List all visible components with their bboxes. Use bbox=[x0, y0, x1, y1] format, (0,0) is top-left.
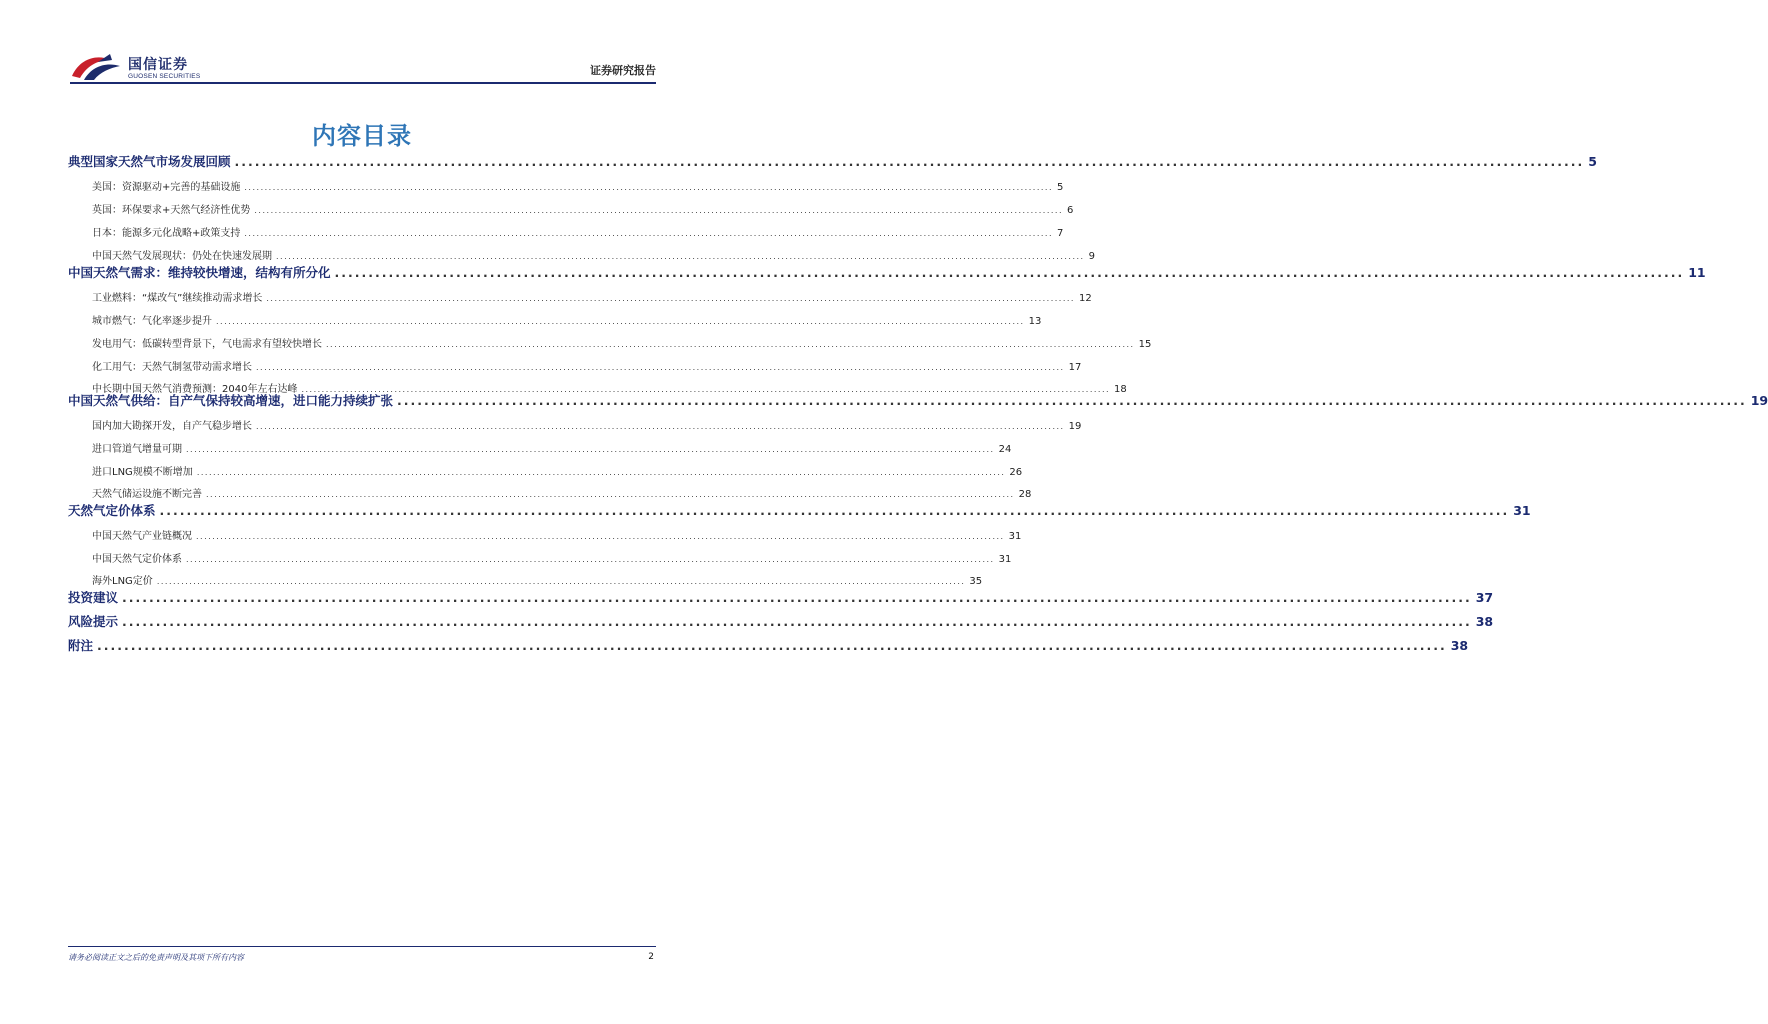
toc-entry-label: 典型国家天然气市场发展回顾 bbox=[68, 154, 231, 169]
toc-section-entry[interactable] bbox=[68, 263, 1706, 281]
footer-divider bbox=[68, 946, 656, 947]
toc-subsection-entry[interactable] bbox=[68, 440, 1012, 455]
toc-subsection-entry[interactable] bbox=[68, 485, 1032, 500]
toc-entry-page: 9 bbox=[1088, 251, 1095, 262]
toc-dot-leader: ........................................................................................................................................................................................................ bbox=[334, 265, 1685, 280]
toc-entry-page: 38 bbox=[1450, 638, 1469, 653]
toc-dot-leader: ........................................................................................................................................................................................................ bbox=[196, 468, 1006, 477]
toc-subsection-entry[interactable] bbox=[68, 527, 1022, 542]
toc-entry-label: 中国天然气产业链概况 bbox=[92, 531, 192, 542]
toc-section-entry[interactable] bbox=[68, 501, 1531, 519]
toc-dot-leader: ........................................................................................................................................................................................................ bbox=[122, 614, 1472, 629]
toc-entry-page: 11 bbox=[1688, 265, 1706, 280]
page-header bbox=[0, 0, 724, 90]
toc-entry-page: 38 bbox=[1475, 614, 1494, 629]
toc-entry-label: 化工用气：天然气制氢带动需求增长 bbox=[92, 362, 252, 373]
toc-entry-label: 附注 bbox=[68, 638, 94, 653]
toc-entry-label: 城市燃气：气化率逐步提升 bbox=[92, 316, 212, 327]
toc-entry-page: 24 bbox=[998, 444, 1012, 455]
toc-subsection-entry[interactable] bbox=[68, 247, 1095, 262]
toc-subsection-entry[interactable] bbox=[68, 417, 1082, 432]
toc-subsection-entry[interactable] bbox=[68, 178, 1064, 193]
guosen-logo bbox=[70, 52, 210, 84]
toc-entry-page: 6 bbox=[1066, 205, 1074, 216]
toc-dot-leader: ........................................................................................................................................................................................................ bbox=[216, 317, 1025, 326]
toc-entry-label: 中国天然气发展现状：仍处在快速发展期 bbox=[92, 251, 272, 262]
toc-subsection-entry[interactable] bbox=[68, 463, 1023, 478]
toc-dot-leader: ........................................................................................................................................................................................................ bbox=[97, 638, 1447, 653]
toc-entry-page: 12 bbox=[1078, 293, 1092, 304]
toc-entry-page: 15 bbox=[1138, 339, 1152, 350]
toc-entry-page: 37 bbox=[1475, 590, 1494, 605]
toc-entry-page: 26 bbox=[1009, 467, 1023, 478]
toc-entry-label: 工业燃料：“煤改气”继续推动需求增长 bbox=[92, 293, 263, 304]
toc-entry-page: 31 bbox=[998, 554, 1012, 565]
toc-entry-page: 5 bbox=[1588, 154, 1597, 169]
toc-entry-label: 中国天然气供给：自产气保持较高增速，进口能力持续扩张 bbox=[68, 393, 394, 408]
toc-entry-page: 5 bbox=[1056, 182, 1064, 193]
toc-entry-label: 中国天然气定价体系 bbox=[92, 554, 182, 565]
toc-entry-label: 风险提示 bbox=[68, 614, 119, 629]
toc-section-entry[interactable] bbox=[68, 636, 1469, 654]
toc-entry-label: 国内加大勘探开发，自产气稳步增长 bbox=[92, 421, 252, 432]
toc-entry-page: 19 bbox=[1068, 421, 1082, 432]
toc-entry-label: 进口管道气增量可期 bbox=[92, 444, 182, 455]
toc-entry-label: 进口LNG规模不断增加 bbox=[92, 467, 193, 478]
toc-dot-leader: ........................................................................................................................................................................................................ bbox=[234, 154, 1585, 169]
toc-dot-leader: ........................................................................................................................................................................................................ bbox=[159, 503, 1510, 518]
toc-dot-leader: ........................................................................................................................................................................................................ bbox=[397, 393, 1747, 408]
toc-subsection-entry[interactable] bbox=[68, 201, 1074, 216]
toc-subsection-entry[interactable] bbox=[68, 312, 1042, 327]
toc-entry-page: 7 bbox=[1056, 228, 1064, 239]
toc-entry-label: 天然气定价体系 bbox=[68, 503, 156, 518]
toc-dot-leader: ........................................................................................................................................................................................................ bbox=[156, 577, 966, 586]
toc-entry-label: 海外LNG定价 bbox=[92, 576, 153, 587]
toc-entry-label: 日本：能源多元化战略+政策支持 bbox=[92, 228, 241, 239]
toc-entry-label: 中国天然气需求：维持较快增速，结构有所分化 bbox=[68, 265, 331, 280]
toc-subsection-entry[interactable] bbox=[68, 335, 1152, 350]
toc-entry-page: 18 bbox=[1114, 384, 1127, 395]
toc-title: 内容目录 bbox=[312, 122, 412, 150]
toc-dot-leader: ........................................................................................................................................................................................................ bbox=[206, 490, 1015, 499]
toc-dot-leader: ........................................................................................................................................................................................................ bbox=[256, 422, 1065, 431]
toc-entry-label: 发电用气：低碳转型背景下，气电需求有望较快增长 bbox=[92, 339, 322, 350]
logo-chinese-name: 国信证券 bbox=[128, 57, 188, 73]
toc-dot-leader: ........................................................................................................................................................................................................ bbox=[244, 229, 1053, 238]
report-type-label: 证券研究报告 bbox=[590, 64, 656, 77]
toc-dot-leader: ........................................................................................................................................................................................................ bbox=[266, 294, 1075, 303]
page-number: 2 bbox=[648, 952, 654, 962]
toc-dot-leader: ........................................................................................................................................................................................................ bbox=[186, 445, 995, 454]
toc-entry-page: 28 bbox=[1018, 489, 1032, 500]
toc-entry-page: 35 bbox=[969, 576, 983, 587]
toc-entry-label: 天然气储运设施不断完善 bbox=[92, 489, 202, 500]
toc-section-entry[interactable] bbox=[68, 152, 1597, 170]
toc-dot-leader: ........................................................................................................................................................................................................ bbox=[276, 252, 1085, 261]
footer-disclaimer: 请务必阅读正文之后的免责声明及其项下所有内容 bbox=[68, 953, 244, 962]
toc-dot-leader: ........................................................................................................................................................................................................ bbox=[196, 532, 1005, 541]
toc-subsection-entry[interactable] bbox=[68, 572, 983, 587]
toc-subsection-entry[interactable] bbox=[68, 358, 1082, 373]
toc-entry-page: 17 bbox=[1068, 362, 1082, 373]
toc-entry-page: 31 bbox=[1008, 531, 1022, 542]
toc-subsection-entry[interactable] bbox=[68, 550, 1012, 565]
toc-dot-leader: ........................................................................................................................................................................................................ bbox=[326, 340, 1135, 349]
toc-subsection-entry[interactable] bbox=[68, 224, 1064, 239]
toc-section-entry[interactable] bbox=[68, 391, 1768, 409]
logo-english-name: GUOSEN SECURITIES bbox=[128, 73, 201, 80]
toc-section-entry[interactable] bbox=[68, 588, 1494, 606]
toc-entry-page: 13 bbox=[1028, 316, 1042, 327]
toc-dot-leader: ........................................................................................................................................................................................................ bbox=[186, 555, 995, 564]
header-divider bbox=[70, 82, 656, 84]
toc-entry-label: 中长期中国天然气消费预测：2040年左右达峰 bbox=[92, 384, 298, 395]
toc-entry-page: 19 bbox=[1750, 393, 1768, 408]
toc-entry-label: 英国：环保要求+天然气经济性优势 bbox=[92, 205, 251, 216]
toc-entry-page: 31 bbox=[1513, 503, 1531, 518]
toc-entry-label: 美国：资源驱动+完善的基础设施 bbox=[92, 182, 241, 193]
toc-dot-leader: ........................................................................................................................................................................................................ bbox=[244, 183, 1053, 192]
toc-section-entry[interactable] bbox=[68, 612, 1494, 630]
toc-entry-label: 投资建议 bbox=[68, 590, 119, 605]
toc-dot-leader: ........................................................................................................................................................................................................ bbox=[301, 385, 1111, 394]
toc-dot-leader: ........................................................................................................................................................................................................ bbox=[254, 206, 1063, 215]
guosen-logo-icon bbox=[70, 52, 124, 82]
toc-dot-leader: ........................................................................................................................................................................................................ bbox=[256, 363, 1065, 372]
toc-dot-leader: ........................................................................................................................................................................................................ bbox=[122, 590, 1472, 605]
toc-subsection-entry[interactable] bbox=[68, 289, 1092, 304]
